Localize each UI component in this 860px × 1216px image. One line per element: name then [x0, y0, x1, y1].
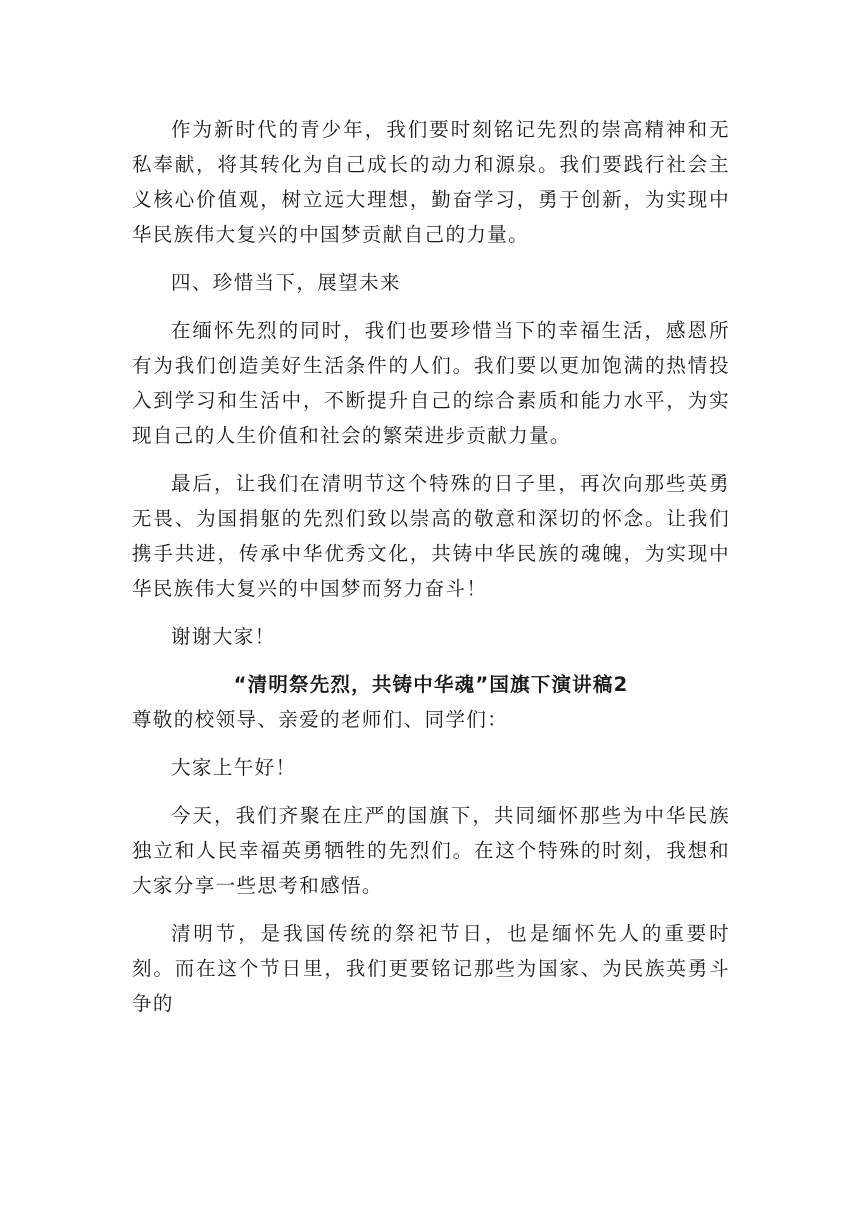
section-heading-cherish-present: 四、珍惜当下，展望未来 [171, 271, 401, 294]
speech-title: “清明祭先烈，共铸中华魂”国旗下演讲稿2 [233, 673, 629, 696]
paragraph-cherish-life: 在缅怀先烈的同时，我们也要珍惜当下的幸福生活，感恩所有为我们创造美好生活条件的人们。我们要以更加饱满的热情投入到学习和生活中，不断提升自己的综合素质和能力水平，为实现自己的人生价值和社会的繁荣进步贡献力量。 [132, 319, 730, 447]
paragraph-closing: 最后，让我们在清明节这个特殊的日子里，再次向那些英勇无畏、为国捐躯的先烈们致以崇高的敬意和深切的怀念。让我们携手共进，传承中华优秀文化，共铸中华民族的魂魄，为实现中华民族伟大复兴的中国梦而努力奋斗！ [132, 472, 730, 600]
paragraph-gathering: 今天，我们齐聚在庄严的国旗下，共同缅怀那些为中华民族独立和人民幸福英勇牺牲的先烈们。在这个特殊的时刻，我想和大家分享一些思考和感悟。 [132, 804, 730, 897]
paragraph-greeting: 大家上午好！ [171, 756, 297, 779]
paragraph-thanks: 谢谢大家！ [171, 625, 276, 648]
salutation: 尊敬的校领导、亲爱的老师们、同学们： [132, 708, 509, 731]
paragraph-youth-responsibility: 作为新时代的青少年，我们要时刻铭记先烈的崇高精神和无私奉献，将其转化为自己成长的动力和源泉。我们要践行社会主义核心价值观，树立远大理想，勤奋学习，勇于创新，为实现中华民族伟大复兴的中国梦贡献自己的力量。 [132, 118, 730, 246]
document-page [132, 112, 730, 1021]
paragraph-qingming: 清明节，是我国传统的祭祀节日，也是缅怀先人的重要时刻。而在这个节日里，我们更要铭记那些为国家、为民族英勇斗争的 [132, 922, 730, 1015]
